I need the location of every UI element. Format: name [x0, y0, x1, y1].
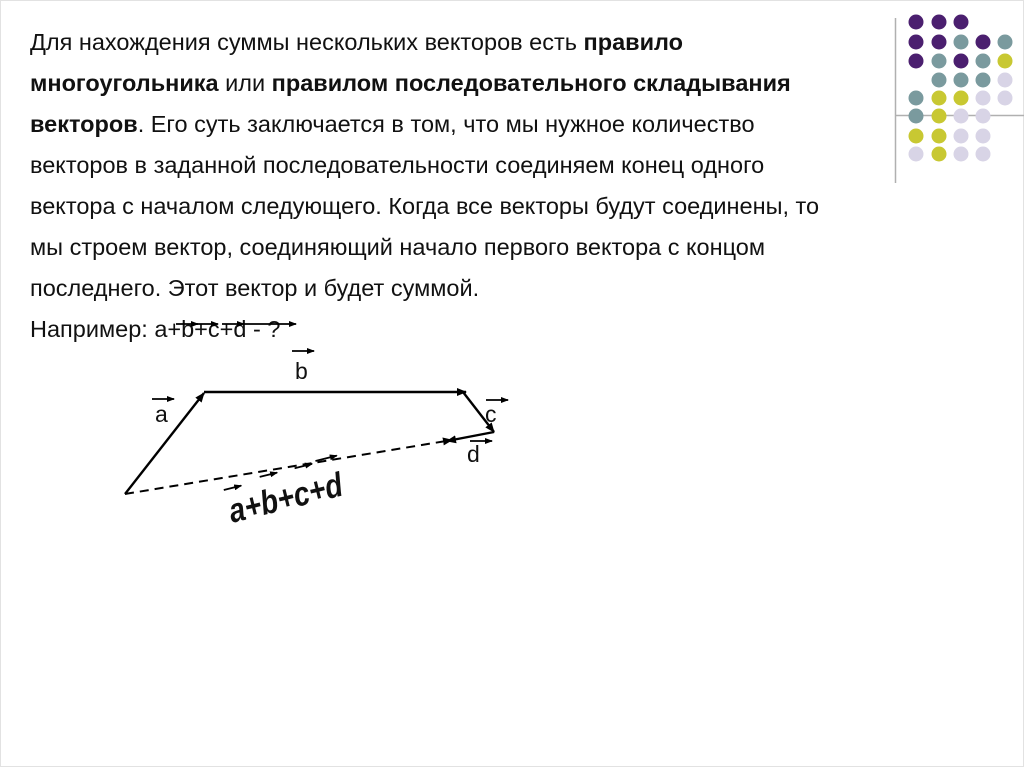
line2-text: или — [218, 70, 272, 96]
sum-label — [222, 456, 369, 531]
label-d-text: d — [467, 441, 480, 467]
paragraph-line-4: векторов в заданной последовательности соединяем конец одного — [30, 152, 765, 178]
label-a — [152, 399, 174, 427]
term-vectors: векторов — [30, 111, 138, 137]
example-line: Например: a+b+c+d - ? — [30, 316, 281, 342]
label-b — [292, 351, 314, 384]
sum-arrow-b — [260, 473, 277, 477]
paragraph-line-5: вектора с началом следующего. Когда все векторы будут соединены, то — [30, 193, 820, 219]
label-c-text: c — [485, 401, 497, 427]
paragraph-line-7: последнего. Этот вектор и будет суммой. — [30, 275, 480, 301]
label-d — [467, 441, 492, 467]
label-a-text: a — [155, 401, 168, 427]
term-polygon: многоугольника — [30, 70, 219, 96]
line1-text: Для нахождения суммы нескольких векторов есть — [30, 29, 584, 55]
term-sequential-addition: правилом последовательного складывания — [271, 70, 791, 96]
label-b-text: b — [295, 358, 308, 384]
sum-label-text: a+b+c+d — [224, 460, 369, 531]
sum-arrow-a — [224, 486, 241, 490]
paragraph-line-6: мы строем вектор, соединяющий начало первого вектора с концом — [30, 234, 766, 260]
label-c — [485, 400, 508, 427]
vector-d — [447, 432, 494, 441]
line3-text: . Его суть заключается в том, что мы нужное количество — [137, 111, 755, 137]
term-rule: правило — [583, 29, 684, 55]
